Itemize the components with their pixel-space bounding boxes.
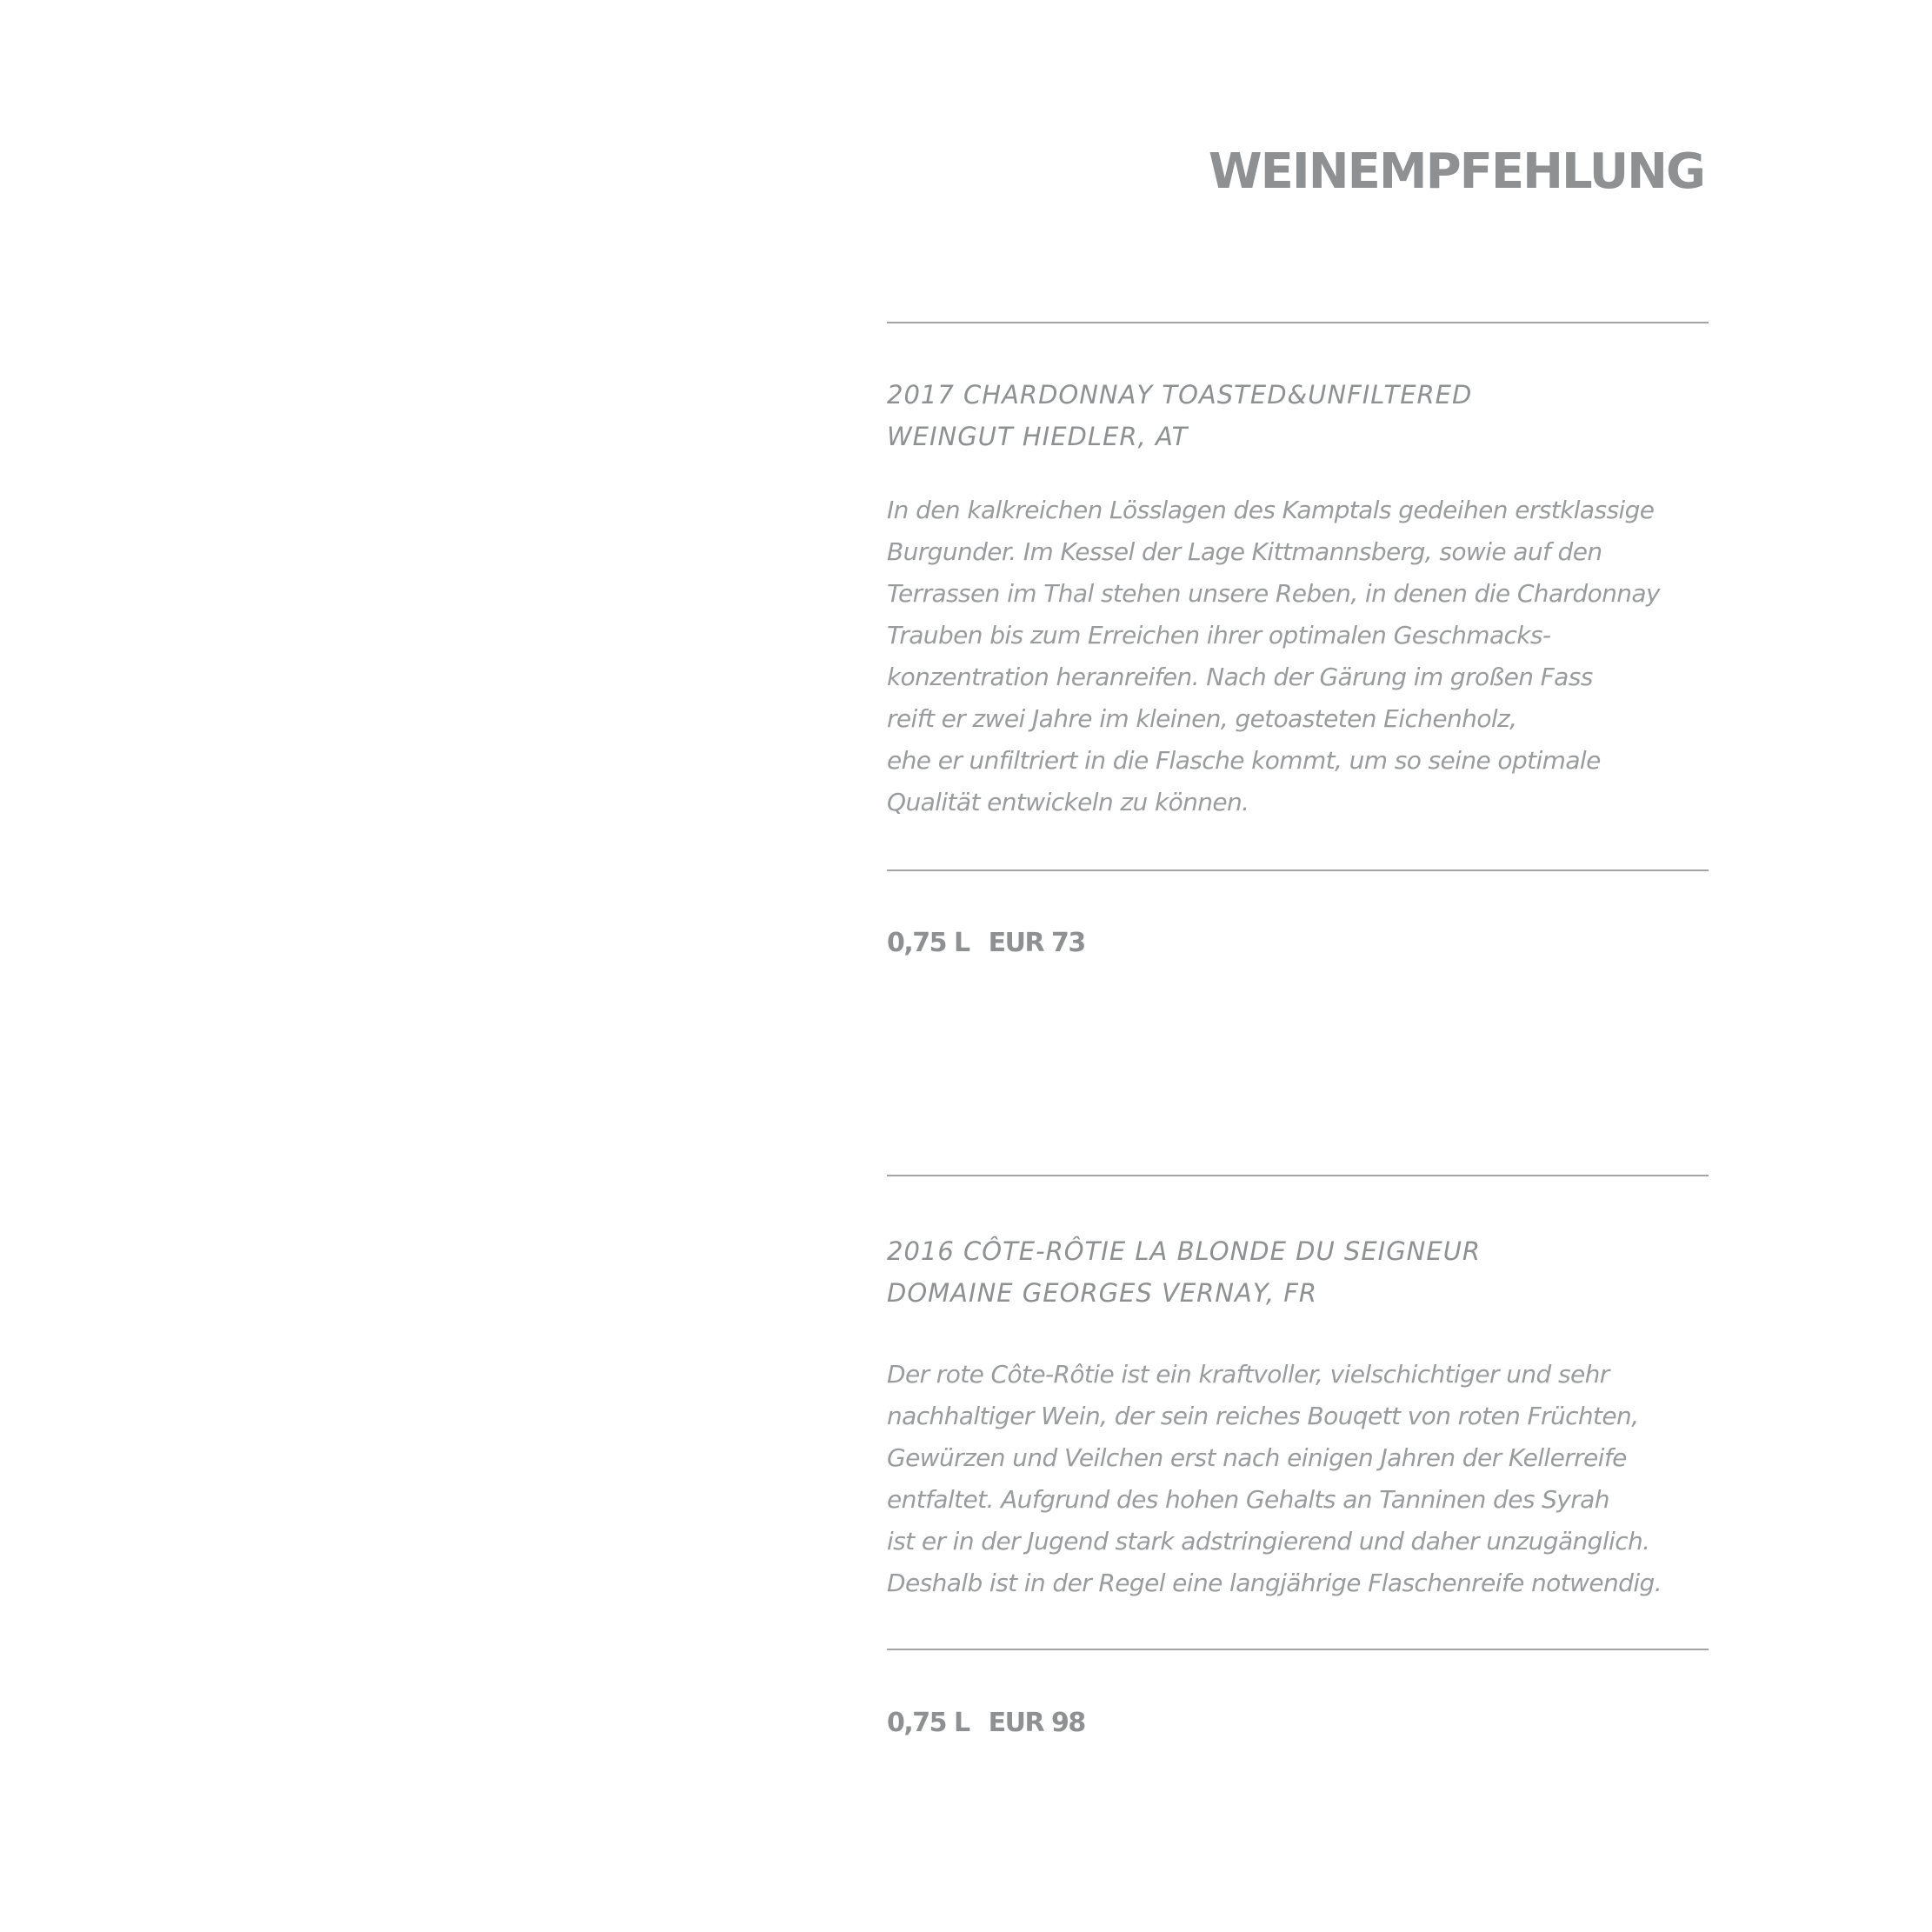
description-line: reift er zwei Jahre im kleinen, getoasteten Eichenholz, (887, 704, 1517, 733)
price-line-1 (887, 930, 1085, 956)
divider-bottom-wine-2 (887, 1649, 1709, 1650)
description-line: Gewürzen und Veilchen erst nach einigen Jahren der Kellerreife (887, 1443, 1627, 1472)
description-line: In den kalkreichen Lösslagen des Kamptals gedeihen erstklassige (887, 496, 1655, 524)
wine-heading-1 (887, 374, 1709, 457)
description-line: Der rote Côte-Rôtie ist ein kraftvoller, vielschichtiger und sehr (887, 1360, 1609, 1389)
wine-description-1 (887, 490, 1722, 823)
wine-volume: 0,75 L (887, 928, 969, 958)
divider-top-wine-2 (887, 1175, 1709, 1176)
wine-volume: 0,75 L (887, 1708, 969, 1738)
wine-price: EUR 73 (988, 928, 1085, 958)
description-line: Deshalb ist in der Regel eine langjährige Flaschenreife notwendig. (887, 1569, 1662, 1597)
description-line: Trauben bis zum Erreichen ihrer optimalen Geschmacks- (887, 621, 1551, 650)
description-line: ehe er unfiltriert in die Flasche kommt, um so seine optimale (887, 746, 1601, 775)
description-line: ist er in der Jugend stark adstringierend und daher unzugänglich. (887, 1527, 1650, 1556)
divider-top-wine-1 (887, 322, 1709, 323)
description-line: Terrassen im Thal stehen unsere Reben, in denen die Chardonnay (887, 579, 1660, 608)
wine-heading-2 (887, 1230, 1709, 1314)
divider-bottom-wine-1 (887, 869, 1709, 871)
description-line: Burgunder. Im Kessel der Lage Kittmannsberg, sowie auf den (887, 537, 1602, 566)
description-line: Qualität entwickeln zu können. (887, 788, 1249, 816)
wine-name: 2016 CÔTE-RÔTIE LA BLONDE DU SEIGNEUR (887, 1236, 1482, 1266)
wine-description-2 (887, 1354, 1722, 1604)
wine-producer: WEINGUT HIEDLER, AT (887, 422, 1189, 451)
description-line: nachhaltiger Wein, der sein reiches Bouqett von roten Früchten, (887, 1402, 1639, 1430)
wine-producer: DOMAINE GEORGES VERNAY, FR (887, 1278, 1318, 1308)
description-line: entfaltet. Aufgrund des hohen Gehalts an Tanninen des Syrah (887, 1485, 1609, 1514)
price-line-2 (887, 1710, 1085, 1736)
wine-price: EUR 98 (988, 1708, 1085, 1738)
wine-name: 2017 CHARDONNAY TOASTED&UNFILTERED (887, 380, 1473, 410)
description-line: konzentration heranreifen. Nach der Gärung im großen Fass (887, 663, 1593, 691)
page-title: WEINEMPFEHLUNG (1208, 143, 1704, 200)
